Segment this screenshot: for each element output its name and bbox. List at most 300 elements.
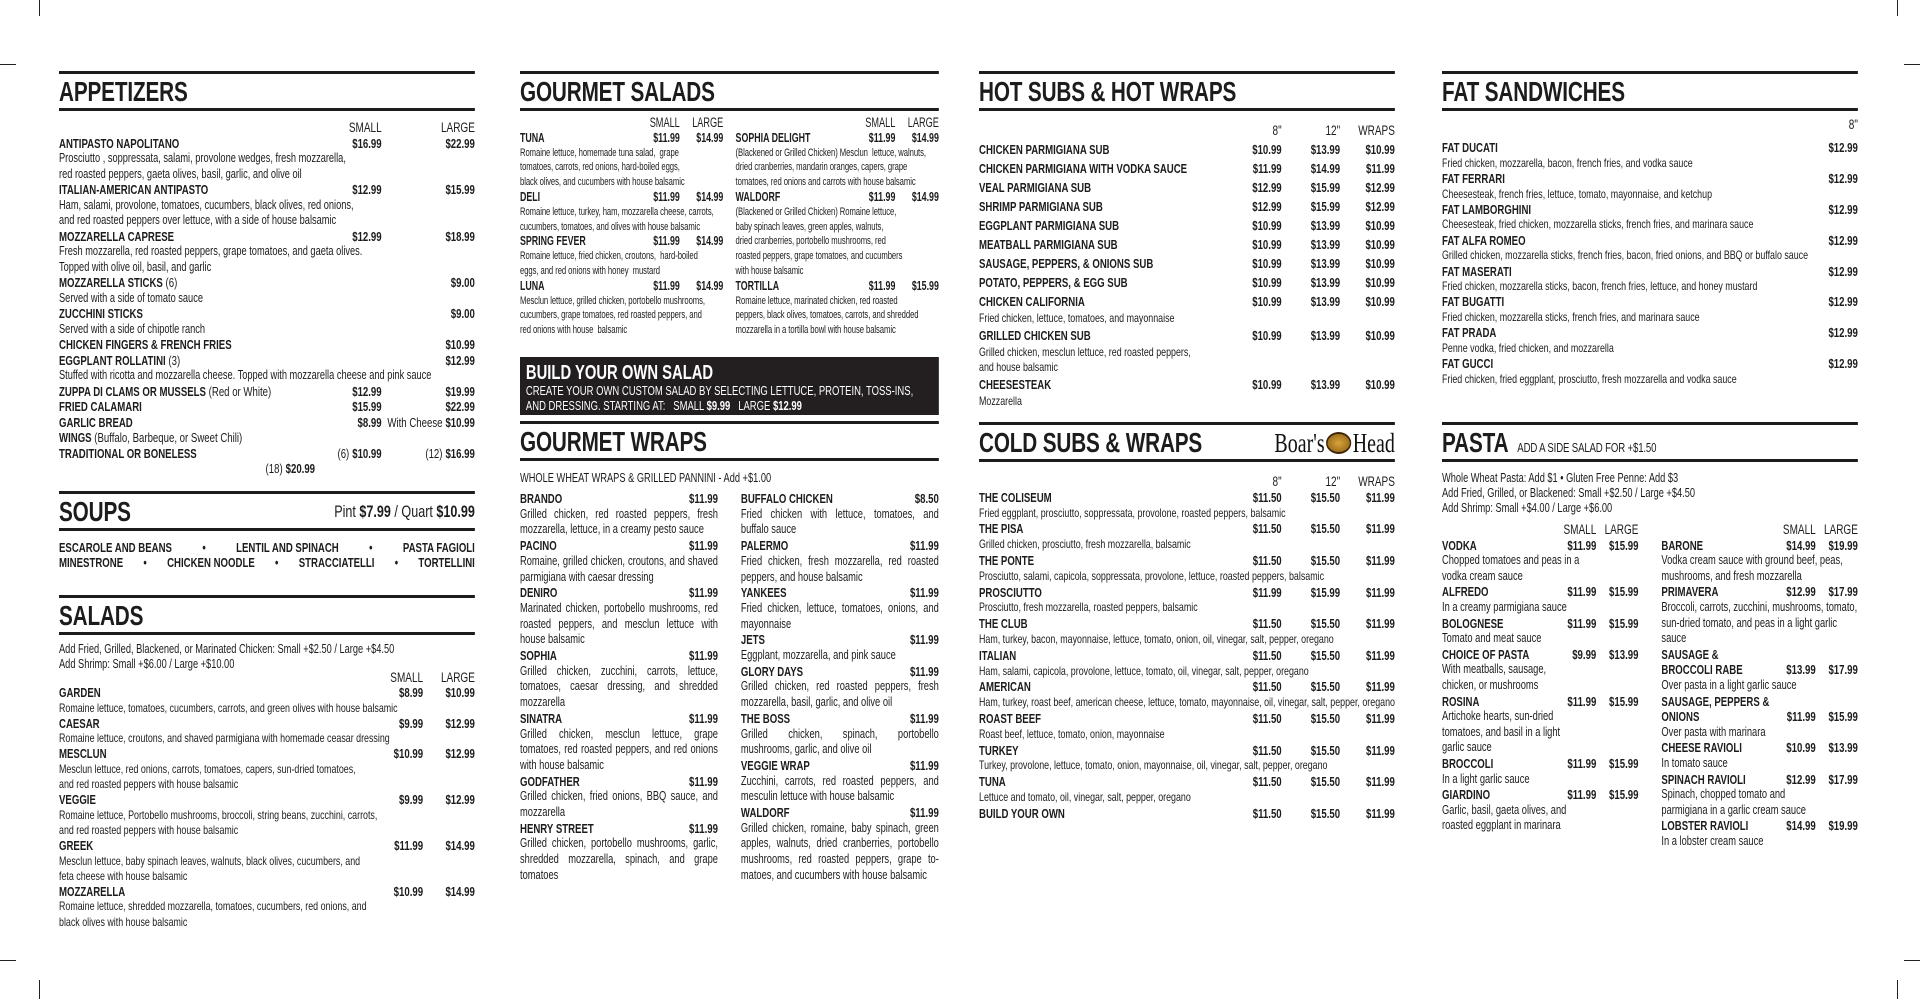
item-name-text: THE COLISEUM — [979, 489, 1052, 505]
price-p8 — [1222, 292, 1281, 311]
menu-item — [1442, 584, 1638, 600]
menu-item — [1442, 202, 1858, 217]
item-name — [741, 805, 887, 821]
price-value: $11.99 — [689, 491, 718, 506]
item-description: Lettuce and tomato, oil, vinegar, salt, pepper, oregano — [979, 789, 1191, 804]
item-name — [59, 716, 364, 731]
menu-item — [1442, 140, 1858, 155]
price-pw — [1340, 806, 1395, 822]
price-small — [1552, 584, 1596, 600]
menu-item — [520, 585, 718, 601]
separator: / — [394, 502, 398, 521]
price-value: $13.99 — [1310, 377, 1341, 392]
price-value: $11.99 — [909, 632, 939, 648]
item-name — [1442, 202, 1799, 217]
item-note: (6) — [165, 275, 178, 290]
item-name-text: GRILLED CHICKEN SUB — [979, 328, 1091, 343]
price-price — [1799, 171, 1858, 186]
price-p12 — [1282, 521, 1340, 537]
item-name — [1661, 584, 1771, 600]
price-p8 — [1222, 375, 1281, 394]
menu-item — [59, 353, 475, 369]
price-value: $10.99 — [1252, 275, 1282, 290]
price-value: $15.99 — [445, 182, 475, 197]
item-description: Served with a side of tomato sauce — [59, 290, 203, 305]
price-pw — [1340, 326, 1395, 345]
price-value: $15.99 — [352, 399, 382, 414]
item-name — [979, 648, 1222, 664]
menu-item — [520, 279, 723, 294]
price-large — [680, 131, 724, 146]
col-large: LARGE — [692, 115, 724, 130]
item-name — [1442, 264, 1799, 279]
price-pw — [1340, 375, 1395, 394]
price-p12 — [1282, 774, 1340, 790]
price-small — [315, 229, 382, 245]
item-description: Cheesesteak, french fries, lettuce, tomato, mayonnaise, and ketchup — [1442, 186, 1713, 201]
cold-subs-header — [979, 422, 1395, 462]
price-value: $18.99 — [445, 228, 475, 244]
price-price — [887, 585, 939, 601]
price-small — [1552, 787, 1596, 803]
menu-item — [979, 159, 1395, 178]
price-small — [364, 884, 423, 899]
price-value: $14.99 — [911, 188, 939, 204]
item-description: Artichoke hearts, sun-dried tomatoes, and basil in a light garlic sauce — [1442, 709, 1561, 755]
item-name — [59, 229, 315, 245]
menu-item — [1661, 694, 1857, 725]
price-small — [636, 190, 680, 205]
menu-item — [1442, 694, 1638, 710]
item-name — [1661, 818, 1771, 834]
price-large — [382, 384, 475, 400]
price-value: $14.99 — [911, 129, 939, 145]
price-value: $12.99 — [1365, 199, 1395, 214]
menu-item — [1661, 818, 1857, 834]
price-value: $15.50 — [1310, 616, 1341, 632]
price-value: $11.99 — [1567, 693, 1597, 709]
item-description: Grilled chicken, red roasted peppers, fresh mozzarella, lettuce, in a creamy pesto sauce — [520, 506, 718, 537]
fat-sandwiches-list — [1442, 117, 1858, 387]
pasta-header — [1442, 422, 1858, 462]
price-value: $10.99 — [1365, 294, 1395, 309]
price-value: $11.99 — [1365, 647, 1395, 663]
item-name — [741, 711, 887, 727]
price-value: $13.99 — [1310, 328, 1341, 343]
price-value: $10.99 — [1252, 218, 1282, 233]
price-value: $12.99 — [1828, 263, 1858, 279]
price-large — [1816, 772, 1858, 788]
price-p12 — [1282, 178, 1340, 197]
banner-description: CREATE YOUR OWN CUSTOM SALAD BY SELECTING LETTUCE, PROTEIN, TOSS-INS, AND DRESSING. STARTING AT: — [525, 383, 914, 413]
price-large — [1816, 740, 1858, 756]
price-p8 — [1222, 553, 1281, 569]
item-name-text: DENIRO — [520, 585, 558, 601]
price-price — [1799, 356, 1858, 371]
soup-row — [59, 555, 475, 570]
price-large — [1596, 616, 1638, 632]
col-large: LARGE — [441, 670, 475, 685]
price-large — [382, 337, 475, 353]
price-value: $10.99 — [1365, 275, 1395, 290]
banner-title: BUILD YOUR OWN SALAD — [525, 362, 714, 384]
price-value: $12.99 — [352, 182, 382, 197]
price-value: $11.50 — [1252, 742, 1282, 758]
item-name — [979, 679, 1222, 695]
hot-subs-header — [979, 71, 1395, 111]
price-price — [887, 758, 939, 774]
item-description: Spinach, chopped tomato and parmigiana in a garlic cream sauce — [1661, 787, 1806, 817]
item-name-text: MOZZARELLA — [59, 884, 126, 900]
item-description: Penne vodka, fried chicken, and mozzarella — [1442, 340, 1614, 355]
price-value: $15.50 — [1310, 742, 1341, 758]
price-value: $15.99 — [1609, 584, 1639, 600]
item-name-text: FRIED CALAMARI — [59, 399, 142, 414]
boar-emblem-icon — [1326, 432, 1351, 454]
item-name — [1442, 140, 1799, 155]
item-description: Tomato and meat sauce — [1442, 631, 1542, 646]
item-name — [979, 292, 1222, 311]
crop-mark — [39, 980, 40, 999]
price-pw — [1340, 585, 1395, 601]
item-name-text: CHICKEN CALIFORNIA — [979, 294, 1085, 309]
price-value: $11.99 — [653, 129, 680, 145]
menu-item — [59, 384, 475, 400]
price-p8 — [1222, 490, 1281, 506]
price-large — [1596, 787, 1638, 803]
price-p12 — [1282, 216, 1340, 235]
price-small — [1771, 709, 1815, 725]
menu-item — [59, 136, 475, 152]
price-value: $14.99 — [1786, 818, 1816, 834]
price-price — [666, 538, 718, 554]
item-name — [1661, 647, 1771, 678]
price-value: $15.99 — [911, 277, 939, 293]
banner-text — [526, 384, 933, 413]
price-p12 — [1282, 273, 1340, 292]
item-name — [979, 254, 1222, 273]
price-value: $11.50 — [1252, 679, 1282, 695]
price-value: $11.99 — [1567, 755, 1597, 771]
price-value: $12.99 — [445, 715, 475, 731]
price-value: $11.99 — [1252, 584, 1282, 600]
item-name-text: JETS — [740, 632, 765, 648]
item-name-text: THE CLUB — [979, 616, 1028, 632]
item-name — [979, 585, 1222, 601]
menu-item — [1661, 772, 1857, 788]
crop-mark — [1904, 64, 1920, 65]
item-name-text: FAT BUGATTI — [1442, 294, 1505, 310]
menu-item — [979, 806, 1395, 822]
col-12-inch: 12" — [1325, 474, 1341, 489]
price-p12 — [1282, 490, 1340, 506]
item-name — [736, 190, 852, 205]
menu-item — [741, 758, 939, 774]
price-value: $11.99 — [1365, 552, 1395, 568]
price-value: $11.99 — [653, 188, 680, 204]
salads-header — [59, 595, 475, 635]
item-description: Romaine lettuce, shredded mozzarella, tomatoes, cucumbers, red onions, and black olives with house balsamic — [59, 899, 367, 929]
price-small — [364, 685, 423, 700]
column-headers — [979, 474, 1395, 490]
item-name — [59, 337, 315, 353]
price-large — [382, 306, 475, 322]
item-name-text: FAT PRADA — [1442, 325, 1497, 341]
price-p12 — [1282, 679, 1340, 695]
price-large — [895, 279, 939, 294]
menu-item — [979, 235, 1395, 254]
price-price — [666, 774, 718, 790]
menu-item — [520, 648, 718, 664]
price-small — [1552, 616, 1596, 632]
wings-option — [59, 461, 315, 477]
pint-price: $7.99 — [359, 502, 391, 521]
menu-item — [979, 648, 1395, 664]
price-value: $11.99 — [1567, 584, 1597, 600]
item-name — [520, 585, 666, 601]
item-name — [1661, 694, 1771, 725]
item-name — [520, 821, 666, 837]
price-value: $17.99 — [1828, 771, 1858, 787]
item-name — [59, 685, 364, 700]
soup-name: ESCAROLE AND BEANS — [59, 540, 172, 555]
item-name-text: VEGGIE — [59, 792, 96, 808]
item-name-text: SAUSAGE, PEPPERS, & ONIONS SUB — [979, 256, 1154, 271]
item-description: Served with a side of chipotle ranch — [59, 321, 206, 336]
price-price — [1799, 140, 1858, 155]
large-label: LARGE — [738, 397, 771, 413]
item-name — [1661, 772, 1771, 788]
price-pw — [1340, 711, 1395, 727]
price-price — [1799, 325, 1858, 340]
price-value: $11.99 — [1567, 615, 1597, 631]
menu-item — [59, 430, 475, 446]
item-name-text: ALFREDO — [1442, 584, 1489, 600]
price-value: $12.99 — [1828, 171, 1858, 187]
menu-item — [979, 679, 1395, 695]
price-large — [680, 190, 724, 205]
wings-count: (6) — [337, 445, 350, 461]
price-p12 — [1282, 743, 1340, 759]
price-value: $10.99 — [1252, 377, 1282, 392]
price-p12 — [1282, 375, 1340, 394]
price-small — [636, 279, 680, 294]
item-description: Marinated chicken, portobello mushrooms, red roasted peppers, and mesclun lettuce with house balsamic — [520, 600, 718, 647]
soup-name: TORTELLINI — [418, 555, 475, 570]
price-value: $11.99 — [1567, 537, 1597, 553]
menu-item — [1442, 356, 1858, 371]
menu-item — [979, 616, 1395, 632]
price-pw — [1340, 292, 1395, 311]
item-description: Fresh mozzarella, red roasted peppers, grape tomatoes, and gaeta olives. Topped with olive oil, basil, and garlic — [59, 244, 363, 274]
price-value: $14.99 — [696, 129, 724, 145]
price-value: $10.99 — [445, 414, 475, 430]
price-value: $10.99 — [445, 685, 475, 701]
item-name — [59, 746, 364, 761]
price-value: $10.99 — [1252, 237, 1282, 252]
price-price — [1799, 202, 1858, 217]
item-description: Prosciutto, fresh mozzarella, roasted peppers, balsamic — [979, 600, 1198, 615]
price-value: $12.99 — [445, 792, 475, 808]
price-value: $11.99 — [1365, 679, 1395, 695]
price-price — [666, 491, 718, 507]
wings-price: $10.99 — [352, 445, 382, 461]
item-name-text: BOLOGNESE — [1442, 615, 1504, 631]
price-value: $11.99 — [909, 585, 939, 601]
item-name-text: PACINO — [520, 538, 557, 554]
item-name — [1442, 294, 1799, 309]
item-description: Turkey, provolone, lettuce, tomato, onion, mayonnaise, oil, vinegar, salt, pepper, oregano — [979, 758, 1328, 773]
price-pw — [1340, 216, 1395, 235]
item-name-text: FAT GUCCI — [1442, 356, 1494, 372]
price-value: $11.99 — [1365, 774, 1395, 790]
item-name — [520, 234, 636, 249]
price-value: $14.99 — [445, 838, 475, 854]
item-name — [1442, 538, 1552, 554]
price-value: $10.99 — [1365, 218, 1395, 233]
price-value: $15.50 — [1310, 679, 1341, 695]
pasta-title: PASTA — [1442, 427, 1509, 458]
price-value: $12.99 — [1252, 180, 1282, 195]
price-value: $8.50 — [914, 491, 939, 506]
item-name — [979, 197, 1222, 216]
item-description: Garlic, basil, gaeta olives, and roasted eggplant in marinara — [1442, 802, 1567, 833]
price-value: $11.50 — [1252, 616, 1282, 632]
menu-item — [520, 190, 723, 205]
item-name — [741, 585, 887, 601]
item-name — [520, 648, 666, 664]
price-small — [315, 415, 382, 431]
item-name-text: EGGPLANT ROLLATINI — [59, 352, 166, 368]
item-name — [1442, 756, 1552, 772]
price-small — [364, 838, 423, 853]
menu-item — [520, 821, 718, 837]
crop-mark — [39, 0, 40, 16]
item-description: Grilled chicken, romaine, baby spinach, green apples, walnuts, dried cranberries, portobello mushrooms, red roasted peppers, grape to-matoes, and cucumbers with house balsamic — [740, 820, 939, 882]
bullet-separator: • — [143, 555, 147, 570]
pasta-right-items — [1661, 538, 1857, 850]
item-name-text: BUILD YOUR OWN — [979, 805, 1065, 821]
item-name-text: YANKEES — [740, 585, 787, 601]
price-value: $11.99 — [1252, 161, 1282, 176]
price-large — [1816, 538, 1858, 554]
item-name — [59, 306, 315, 322]
menu-item — [59, 716, 475, 731]
price-value: $10.99 — [1786, 740, 1816, 756]
item-name-text: GIARDINO — [1442, 787, 1491, 803]
price-large — [382, 275, 475, 291]
price-large — [382, 136, 475, 152]
item-name-text: CAESAR — [59, 715, 100, 731]
item-name — [979, 553, 1222, 569]
price-large — [1596, 538, 1638, 554]
item-name — [59, 399, 315, 415]
salads-notes: Add Fried, Grilled, Blackened, or Marinated Chicken: Small +$2.50 / Large +$4.50 Add Shrimp: Small +$6.00 / Large +$10.00 — [59, 642, 395, 671]
item-name-text: SAUSAGE, PEPPERS & ONIONS — [1661, 693, 1770, 725]
price-value: $13.99 — [1310, 256, 1341, 271]
item-description: Grilled chicken, mesclun lettuce, red roasted peppers, and house balsamic — [979, 345, 1191, 374]
item-name-text: CHICKEN FINGERS & FRENCH FRIES — [59, 337, 232, 352]
item-description: Fried chicken, fried eggplant, prosciutto, fresh mozzarella and vodka sauce — [1442, 371, 1737, 386]
item-name — [979, 235, 1222, 254]
section-title: GOURMET SALADS — [520, 76, 715, 107]
item-description: Grilled chicken, mesclun lettuce, grape tomatoes, red roasted peppers, and red onions with house balsamic — [520, 726, 718, 772]
item-name — [59, 136, 315, 152]
item-name — [1442, 356, 1799, 371]
item-description: Grilled chicken, zucchini, carrots, lettuce, tomatoes, caesar dressing, and shredded mozzarella — [520, 663, 718, 710]
item-description: In tomato sauce — [1661, 755, 1728, 770]
menu-item — [59, 884, 475, 899]
item-name-text: AMERICAN — [979, 679, 1031, 695]
item-name-text: FAT DUCATI — [1442, 140, 1498, 156]
price-value: $12.99 — [1828, 202, 1858, 218]
item-note: (Buffalo, Barbeque, or Sweet Chili) — [94, 430, 243, 445]
soup-name: CHICKEN NOODLE — [167, 555, 255, 570]
price-value: $14.99 — [696, 233, 724, 249]
item-name — [59, 792, 364, 807]
price-large — [1596, 584, 1638, 600]
item-name: TRADITIONAL OR BONELESS — [59, 445, 197, 461]
item-description: Mesclun lettuce, red onions, carrots, tomatoes, capers, sun-dried tomatoes, and red roasted peppers with house balsamic — [59, 761, 356, 792]
item-description: Over pasta in a light garlic sauce — [1661, 677, 1797, 692]
menu-item — [741, 632, 939, 648]
item-name — [979, 326, 1222, 345]
menu-item — [59, 337, 475, 353]
section-title: FAT SANDWICHES — [1442, 76, 1625, 107]
item-name-text: MOZZARELLA CAPRESE — [59, 228, 175, 244]
price-large — [382, 229, 475, 245]
item-description: Fried chicken with lettuce, tomatoes, and buffalo sauce — [740, 506, 939, 537]
price-small — [1771, 818, 1815, 834]
item-name-text: PRIMAVERA — [1661, 584, 1719, 600]
price-value: $11.99 — [689, 820, 718, 836]
price-value: $10.99 — [1365, 237, 1395, 252]
wraps-note: WHOLE WHEAT WRAPS & GRILLED PANNINI - Add +$1.00 — [520, 471, 772, 485]
price-pw — [1340, 679, 1395, 695]
price-value: $8.99 — [398, 685, 424, 701]
menu-item — [1442, 294, 1858, 309]
wings-option — [382, 446, 475, 462]
price-p12 — [1282, 585, 1340, 601]
item-name — [59, 430, 315, 446]
price-large — [423, 685, 475, 700]
price-value: $11.99 — [689, 710, 718, 726]
bullet-separator: • — [394, 555, 399, 570]
item-name — [741, 632, 887, 648]
item-description: Romaine, grilled chicken, croutons, and shaved parmigiana with caesar dressing — [520, 553, 718, 584]
price-value: $11.50 — [1252, 552, 1282, 568]
price-value: $11.99 — [689, 648, 718, 664]
item-name — [979, 806, 1222, 822]
item-name — [1661, 740, 1771, 756]
price-value: $11.99 — [653, 233, 680, 249]
item-name — [520, 491, 666, 507]
column-headers — [979, 121, 1395, 140]
price-price — [1799, 233, 1858, 248]
item-name — [59, 838, 364, 853]
price-value: $11.99 — [868, 277, 896, 293]
price-value: $13.99 — [1310, 275, 1341, 290]
item-description: Prosciutto, salami, capicola, soppressata, provolone, lettuce, roasted peppers, balsamic — [979, 568, 1325, 583]
item-description: Romaine lettuce, tomatoes, cucumbers, carrots, and green olives with house balsamic — [59, 700, 398, 715]
section-title: HOT SUBS & HOT WRAPS — [979, 76, 1237, 107]
price-pw — [1340, 178, 1395, 197]
price-small — [364, 746, 423, 761]
price-value: $12.99 — [1365, 180, 1395, 195]
price-value: $19.99 — [445, 383, 475, 399]
price-p12 — [1282, 140, 1340, 159]
pasta-left-items — [1442, 538, 1638, 834]
